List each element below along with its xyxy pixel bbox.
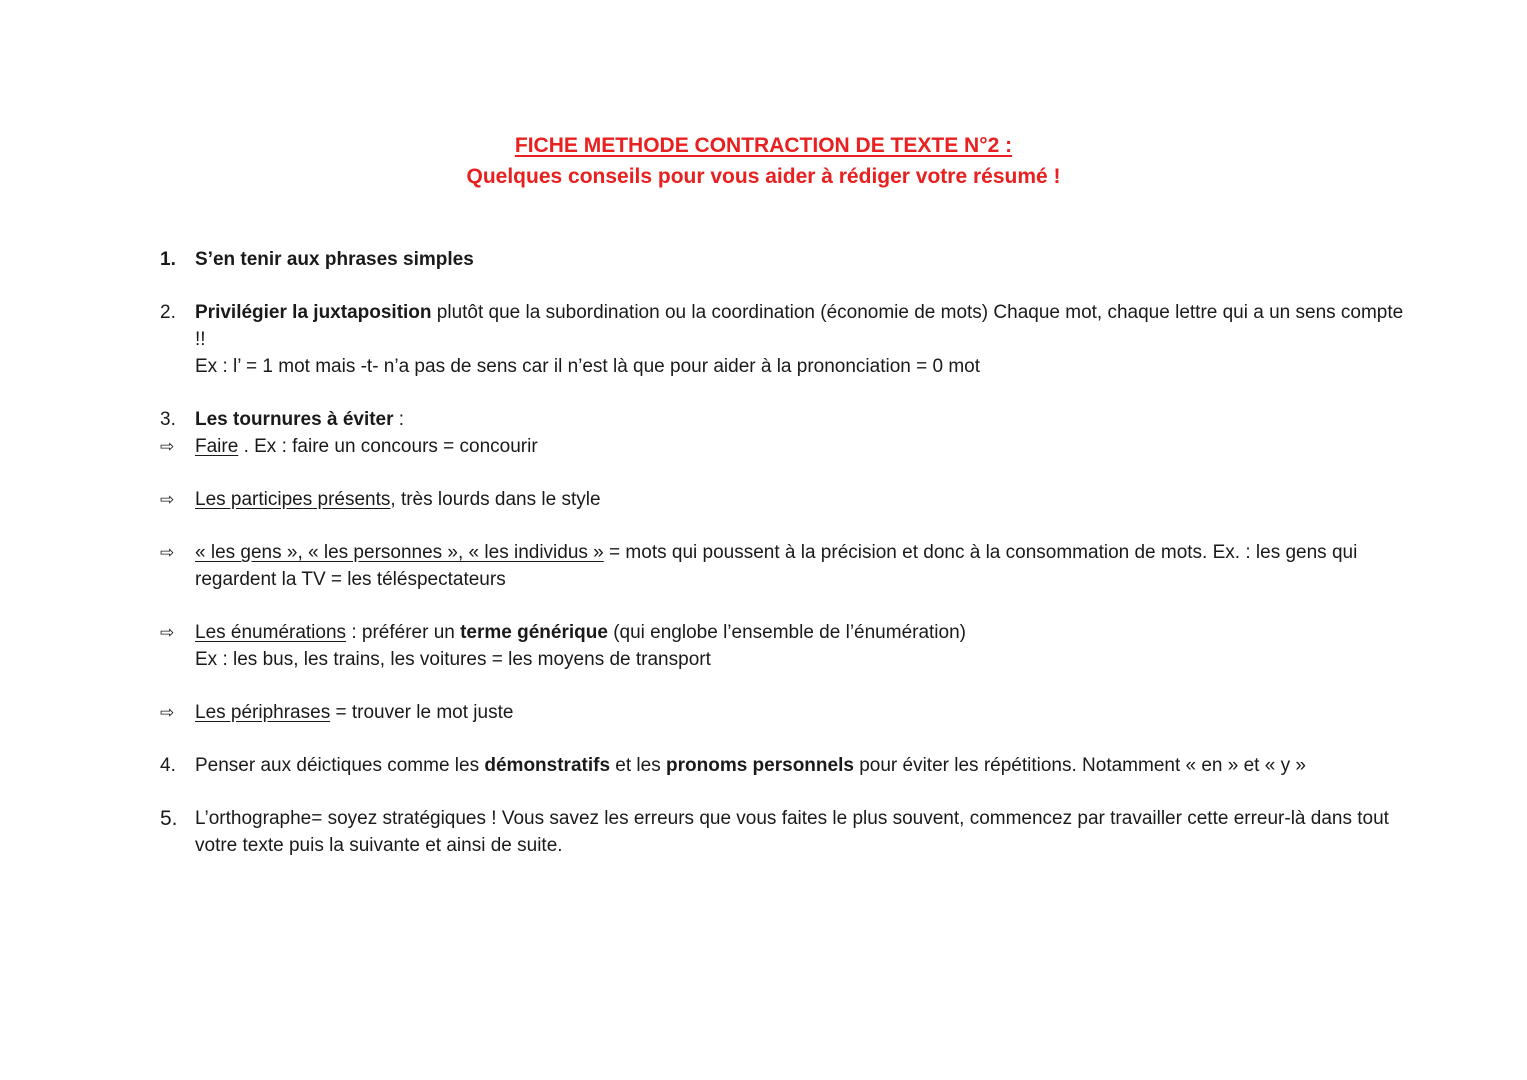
item-text (195, 406, 1410, 433)
list-item-4 (160, 752, 1410, 779)
arrow-icon: ⇨ (160, 623, 175, 642)
item-bold-text: Privilégier la juxtaposition (195, 302, 432, 323)
item-rest-text: plutôt que la subordination ou la coordination (économie de mots) Chaque mot, chaque lettre qui a un sens compte !! (195, 302, 1404, 350)
bullet-les-gens (160, 539, 1410, 593)
item-rest-text: : (393, 409, 405, 430)
item-bold-1: démonstratifs (484, 755, 611, 776)
arrow-icon: ⇨ (160, 437, 175, 456)
item-text: L’orthographe= soyez stratégiques ! Vous savez les erreurs que vous faites le plus souvent, commencez par travailler cette erreur-là dans tout votre texte puis la suivante et ainsi de suite. (195, 808, 1389, 856)
title-line-2: Quelques conseils pour vous aider à rédiger votre résumé ! (466, 165, 1061, 188)
bullet-underlined: « les gens », « les personnes », « les individus » (195, 542, 604, 563)
bullet-bold: terme générique (460, 622, 608, 643)
bullet-rest: . Ex : faire un concours = concourir (238, 436, 538, 457)
list-item-2 (160, 299, 1410, 380)
title-line-1: FICHE METHODE CONTRACTION DE TEXTE N°2 : (514, 134, 1013, 157)
bullet-participes (160, 486, 1410, 513)
item-number: 4. (160, 755, 176, 776)
bullet-example: Ex : les bus, les trains, les voitures = les moyens de transport (195, 649, 711, 670)
item-mid: et les (610, 755, 666, 776)
arrow-icon: ⇨ (160, 490, 175, 509)
list-item-3 (160, 406, 1410, 433)
item-bold-text: Les tournures à éviter (195, 409, 394, 430)
bullet-underlined: Les périphrases (195, 702, 331, 723)
item-pre: Penser aux déictiques comme les (195, 755, 485, 776)
bullet-underlined: Les énumérations (195, 622, 347, 643)
item-number: 2. (160, 302, 176, 323)
bullet-rest: , très lourds dans le style (390, 489, 601, 510)
item-post: pour éviter les répétitions. Notamment « en » et « y » (853, 755, 1306, 776)
item-number: 5. (160, 807, 178, 830)
item-example: Ex : l’ = 1 mot mais -t- n’a pas de sens car il n’est là que pour aider à la prononciation = 0 mot (195, 356, 981, 377)
bullet-enumerations (160, 619, 1410, 673)
item-text (195, 299, 1410, 380)
item-text: S’en tenir aux phrases simples (195, 249, 474, 270)
bullet-periphrases (160, 699, 1410, 726)
list-item-5 (160, 805, 1410, 859)
bullet-rest: = trouver le mot juste (330, 702, 514, 723)
bullet-underlined: Faire (195, 436, 239, 457)
bullet-pre: : préférer un (346, 622, 461, 643)
bullet-faire (160, 433, 1410, 460)
item-number: 1. (160, 249, 176, 270)
bullet-post: (qui englobe l’ensemble de l’énumération) (607, 622, 966, 643)
arrow-icon: ⇨ (160, 703, 175, 722)
item-bold-2: pronoms personnels (666, 755, 854, 776)
item-number: 3. (160, 409, 176, 430)
bullet-rest: = mots qui poussent à la précision et donc à la consommation de mots. Ex. : les gens qui regardent la TV = les téléspectateurs (195, 542, 1358, 590)
list-item-1 (160, 246, 1410, 273)
item-text (195, 752, 1410, 779)
bullet-underlined: Les participes présents (195, 489, 391, 510)
document-title (0, 130, 1527, 192)
advice-list (160, 246, 1410, 859)
arrow-icon: ⇨ (160, 543, 175, 562)
